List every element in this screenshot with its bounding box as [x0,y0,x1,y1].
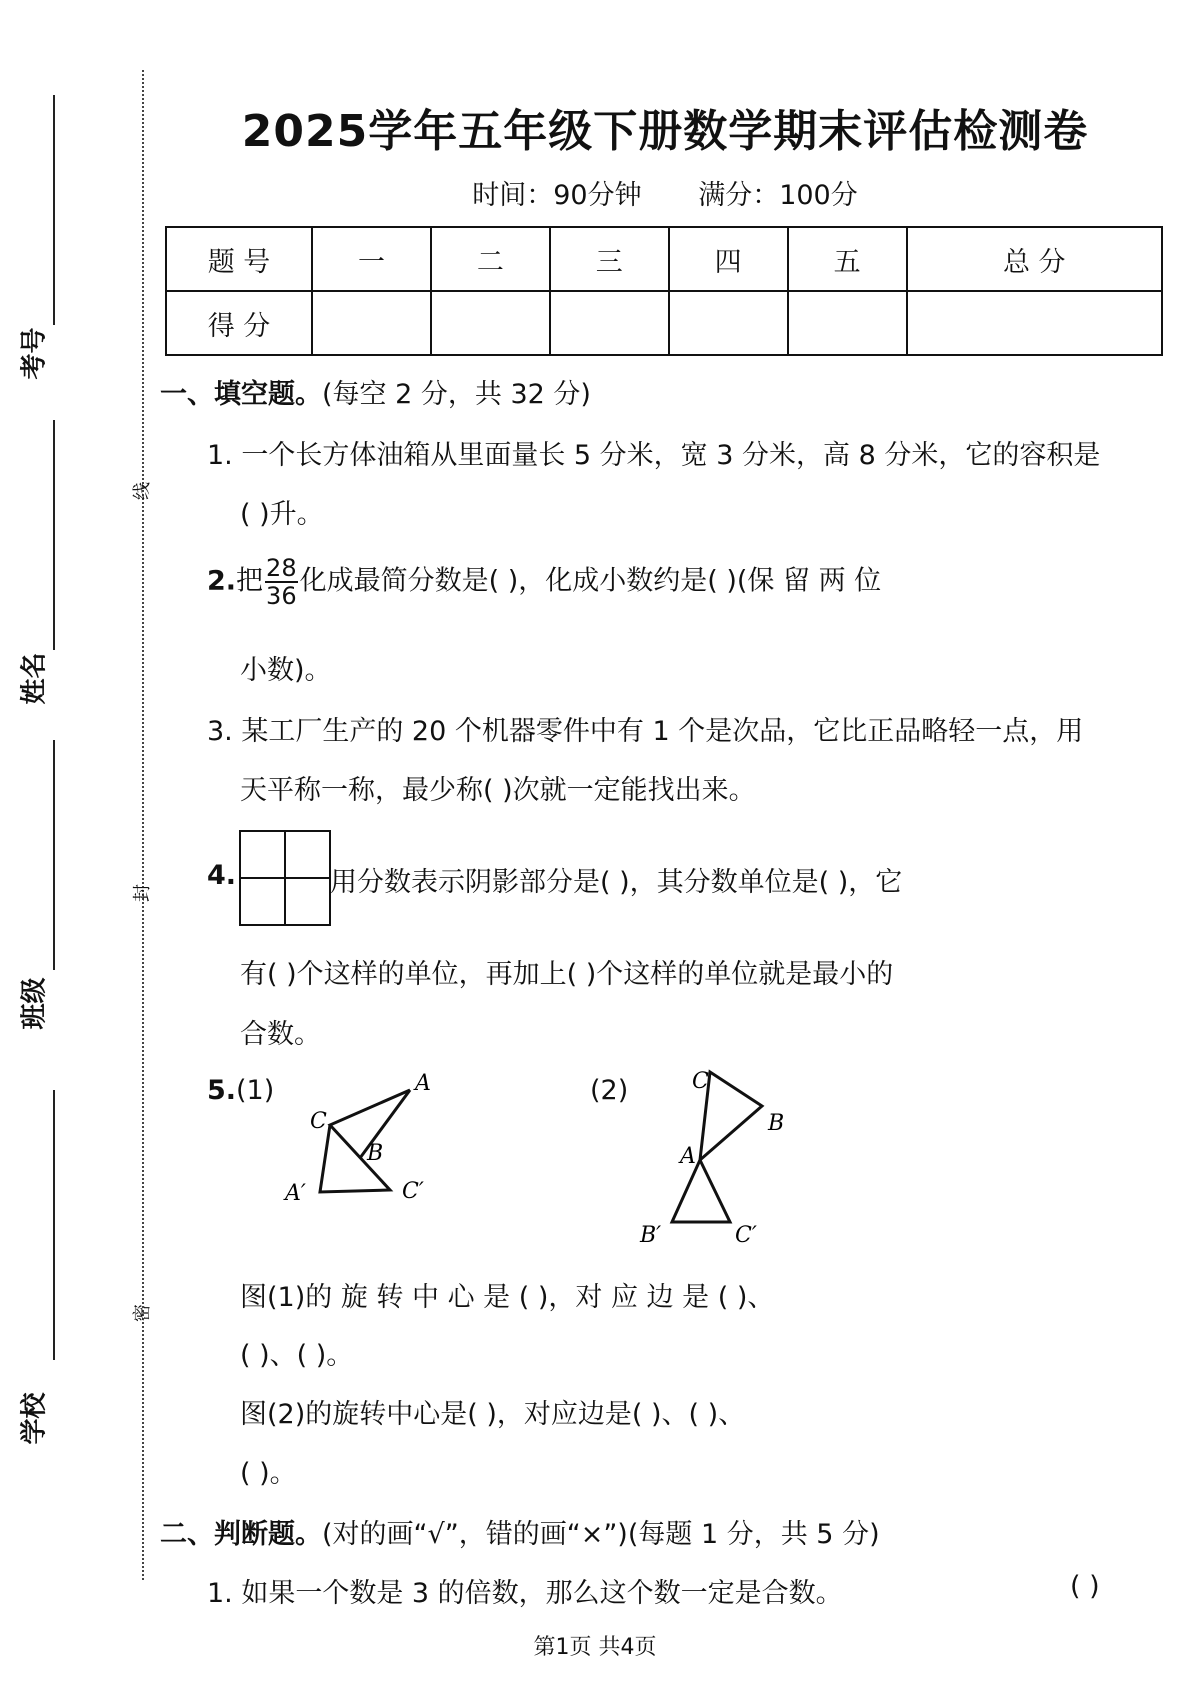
q2-post: 化成最简分数是( )，化成小数约是( )(保 留 两 位 [299,565,882,597]
section2-note: (对的画“√”，错的画“×”)(每题 1 分，共 5 分) [322,1519,880,1550]
score-cell[interactable] [431,291,550,355]
fig2-lower-triangle [672,1160,730,1222]
school-line[interactable] [53,1090,55,1360]
s2-q1-answer-blank[interactable]: ( ) [1070,1571,1100,1602]
class-label: 班级 [19,977,50,1030]
cut-dotted-line [142,70,144,1580]
q5-line2: ( )、( )。 [240,1340,354,1371]
name-line[interactable] [53,420,55,650]
exam-time: 时间：90分钟 [472,180,642,211]
q5-figure-2 [630,1060,810,1260]
score-cell[interactable] [550,291,669,355]
q5-number: 5. [207,1075,237,1106]
score-cell[interactable] [788,291,907,355]
cut-word-line: 线 [132,482,153,500]
fig2-label-a: A [680,1144,696,1169]
class-line[interactable] [53,740,55,970]
q4-line2: 有( )个这样的单位，再加上( )个这样的单位就是最小的 [240,959,894,990]
q4-line3: 合数。 [240,1019,321,1050]
q2-line2: 小数)。 [240,655,332,686]
q5-line3: 图(2)的旋转中心是( )，对应边是( )、( )、 [240,1399,746,1430]
q3-line2: 天平称一称，最少称( )次就一定能找出来。 [240,775,756,806]
section1-title: 一、填空题。 [160,379,322,410]
q1-line1: 1. 一个长方体油箱从里面量长 5 分米，宽 3 分米，高 8 分米，它的容积是 [207,440,1101,471]
exam-full-score: 满分：100分 [698,180,858,211]
fig1-label-c-prime: C′ [402,1179,424,1204]
q4-square-grid [239,830,331,926]
s2-q1: 1. 如果一个数是 3 的倍数，那么这个数一定是合数。 [207,1578,843,1609]
q2-fraction-denominator: 36 [266,582,297,610]
fig2-label-c-prime: C′ [735,1223,757,1248]
score-header-cell: 四 [669,227,788,291]
score-header-cell: 二 [431,227,550,291]
score-table-header-row [166,227,1162,291]
score-header-cell: 三 [550,227,669,291]
score-row-label: 得 分 [166,291,312,355]
q5-fig1-label: (1) [236,1075,275,1106]
q5-fig2-label: (2) [590,1075,629,1106]
fig2-label-c: C [692,1069,709,1094]
q2-line1 [207,555,881,609]
q3-line1: 3. 某工厂生产的 20 个机器零件中有 1 个是次品，它比正品略轻一点，用 [207,716,1084,747]
page-footer: 第1页 共4页 [533,1635,657,1660]
q2-fraction-numerator: 28 [266,554,297,582]
page-title: 2025学年五年级下册数学期末评估检测卷 [241,106,1089,157]
school-label: 学校 [19,1392,50,1445]
score-header-cell: 五 [788,227,907,291]
fig1-label-a-prime: A′ [285,1181,306,1206]
section1-heading [160,372,591,411]
fig1-label-c: C [310,1109,327,1134]
score-cell[interactable] [312,291,431,355]
fig2-label-b: B [768,1111,785,1136]
q4-line1: 用分数表示阴影部分是( )，其分数单位是( )，它 [330,867,903,898]
exam-number-label: 考号 [19,327,50,380]
q2-pre: 把 [236,565,264,597]
score-table [165,226,1163,356]
q4-number: 4. [207,860,237,891]
fig1-label-b: B [367,1141,384,1166]
fig1-label-a: A [415,1071,431,1096]
score-header-cell: 总 分 [907,227,1162,291]
name-label: 姓名 [19,652,50,705]
fig1-triangle [320,1090,410,1192]
q2-number: 2. [207,565,237,597]
q5-line4: ( )。 [240,1458,297,1489]
q1-line2: ( )升。 [240,499,324,530]
exam-info [165,173,1165,212]
section1-note: (每空 2 分，共 32 分) [322,379,591,410]
score-table-score-row [166,291,1162,355]
q5-figure-1 [270,1060,450,1210]
fig2-label-b-prime: B′ [640,1223,662,1248]
q2-fraction [265,555,298,609]
score-header-cell: 一 [312,227,431,291]
score-header-cell: 题 号 [166,227,312,291]
score-cell[interactable] [669,291,788,355]
fig2-upper-triangle [700,1072,762,1160]
cut-word-seal: 封 [132,884,153,902]
section2-title: 二、判断题。 [160,1519,322,1550]
exam-number-line[interactable] [53,95,55,325]
q5-line1: 图(1)的 旋 转 中 心 是 ( )，对 应 边 是 ( )、 [240,1282,775,1313]
section2-heading [160,1512,880,1551]
score-cell[interactable] [907,291,1162,355]
cut-word-secret: 密 [132,1304,153,1322]
